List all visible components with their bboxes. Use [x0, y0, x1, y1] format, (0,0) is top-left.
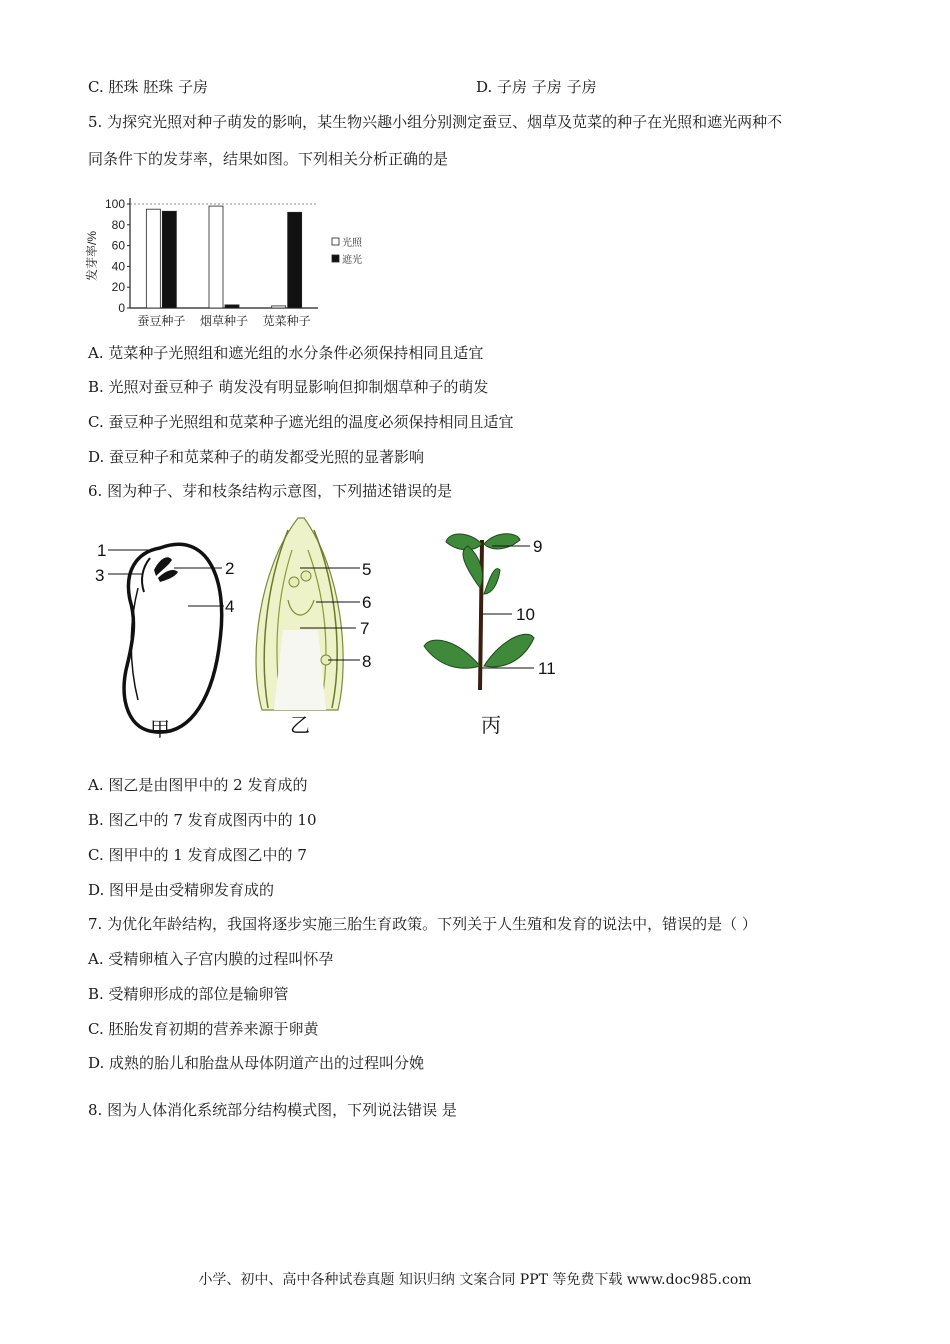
- label-1: 1: [97, 541, 107, 560]
- q5-option-a: A. 苋菜种子光照组和遮光组的水分条件必须保持相同且适宜: [88, 344, 484, 362]
- caption-jia: 甲: [150, 719, 170, 741]
- page-footer: 小学、初中、高中各种试卷真题 知识归纳 文案合同 PPT 等免费下载 www.doc985.com: [198, 1272, 752, 1288]
- x-tick-label: 蚕豆种子: [137, 314, 186, 328]
- bar: [146, 209, 160, 308]
- y-tick-label: 40: [111, 259, 125, 274]
- label-9: 9: [533, 537, 543, 556]
- q6-option-c: C. 图甲中的 1 发育成图乙中的 7: [88, 846, 307, 864]
- legend-swatch: [332, 255, 339, 262]
- bar: [209, 206, 223, 308]
- x-tick-label: 苋菜种子: [262, 314, 311, 328]
- y-tick-label: 80: [111, 217, 125, 232]
- caption-bing: 丙: [481, 715, 501, 737]
- y-axis-label: 发芽率/%: [85, 230, 99, 282]
- label-7: 7: [360, 619, 370, 638]
- label-4: 4: [225, 597, 235, 616]
- label-6: 6: [362, 593, 372, 612]
- y-tick-label: 0: [118, 301, 125, 315]
- germination-bar-chart: [84, 186, 364, 334]
- y-tick-label: 20: [111, 280, 125, 295]
- q7-option-c: C. 胚胎发育初期的营养来源于卵黄: [88, 1020, 319, 1038]
- caption-yi: 乙: [290, 715, 310, 737]
- seed-bud-branch-figure: [88, 510, 578, 745]
- seed-diagram: [108, 544, 224, 732]
- q8-stem: 8. 图为人体消化系统部分结构模式图，下列说法错误 是: [88, 1101, 457, 1119]
- q5-stem-line1: 5. 为探究光照对种子萌发的影响，某生物兴趣小组分别测定蚕豆、烟草及苋菜的种子在光照和遮光两种不: [88, 113, 783, 131]
- label-2: 2: [225, 559, 235, 578]
- label-8: 8: [362, 652, 372, 671]
- q7-option-d: D. 成熟的胎儿和胎盘从母体阴道产出的过程叫分娩: [88, 1054, 425, 1072]
- q6-option-b: B. 图乙中的 7 发育成图丙中的 10: [88, 811, 317, 829]
- q4-option-d: D. 子房 子房 子房: [476, 78, 597, 96]
- q5-option-b: B. 光照对蚕豆种子 萌发没有明显影响但抑制烟草种子的萌发: [88, 378, 489, 396]
- bud-diagram: [256, 518, 360, 710]
- legend-label: 遮光: [342, 255, 362, 266]
- q5-option-d: D. 蚕豆种子和苋菜种子的萌发都受光照的显著影响: [88, 448, 425, 466]
- label-5: 5: [362, 560, 372, 579]
- q6-stem: 6. 图为种子、芽和枝条结构示意图，下列描述错误的是: [88, 482, 453, 500]
- label-3: 3: [95, 566, 105, 585]
- q6-option-a: A. 图乙是由图甲中的 2 发育成的: [88, 776, 308, 794]
- label-10: 10: [516, 605, 535, 624]
- label-11: 11: [538, 659, 556, 678]
- q5-option-c: C. 蚕豆种子光照组和苋菜种子遮光组的温度必须保持相同且适宜: [88, 413, 514, 431]
- q5-stem-line2: 同条件下的发芽率，结果如图。下列相关分析正确的是: [88, 150, 449, 168]
- bar: [272, 306, 286, 308]
- q7-stem: 7. 为优化年龄结构，我国将逐步实施三胎生育政策。下列关于人生殖和发育的说法中，错误的是（ ）: [88, 915, 757, 933]
- bar: [162, 211, 176, 308]
- y-tick-label: 60: [111, 238, 125, 253]
- y-tick-label: 100: [104, 197, 125, 211]
- legend-label: 光照: [342, 238, 362, 249]
- x-tick-label: 烟草种子: [199, 314, 249, 328]
- q4-option-c: C. 胚珠 胚珠 子房: [88, 78, 209, 96]
- legend-swatch: [332, 238, 339, 245]
- bar: [225, 305, 239, 308]
- bar: [288, 212, 302, 308]
- q7-option-b: B. 受精卵形成的部位是输卵管: [88, 985, 289, 1003]
- q6-option-d: D. 图甲是由受精卵发育成的: [88, 881, 275, 899]
- q7-option-a: A. 受精卵植入子宫内膜的过程叫怀孕: [88, 950, 334, 968]
